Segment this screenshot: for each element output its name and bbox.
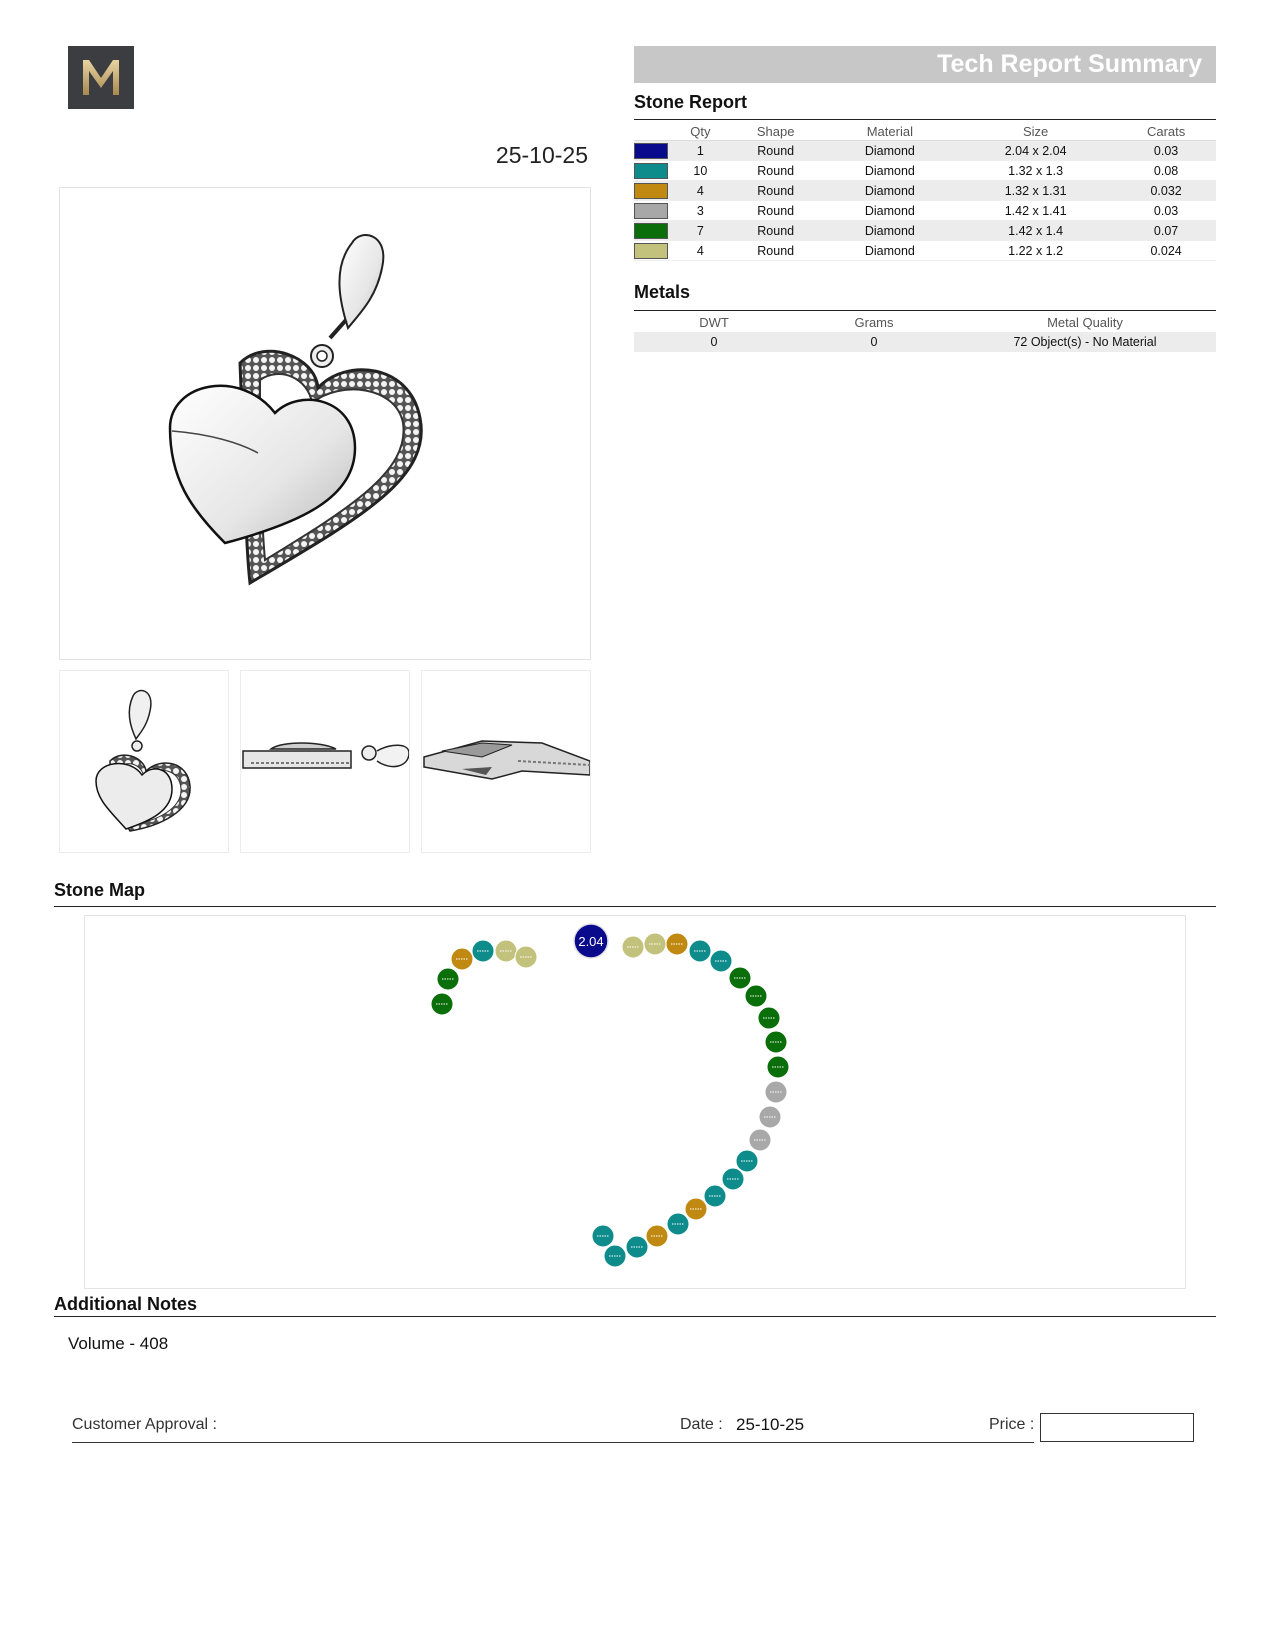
pendant-front-thumbnail [60, 671, 228, 852]
header-shape: Shape [727, 122, 825, 141]
stone-report-title: Stone Report [634, 92, 748, 112]
stone-shape: Round [727, 141, 825, 161]
approval-date-label: Date : [680, 1416, 723, 1433]
stone-qty: 1 [674, 141, 727, 161]
table-header-row [634, 122, 1216, 141]
header-material: Material [825, 122, 955, 141]
heart-pendant-render [60, 188, 590, 659]
header-color [634, 122, 674, 141]
stone-color-swatch [634, 163, 668, 179]
stone-map-divider [54, 906, 1216, 907]
stone-color-cell [634, 221, 674, 241]
stone-size: 1.32 x 1.31 [955, 181, 1116, 201]
stone-carats: 0.024 [1116, 241, 1216, 261]
header-carats: Carats [1116, 122, 1216, 141]
stone-carats: 0.032 [1116, 181, 1216, 201]
table-row [634, 201, 1216, 221]
customer-approval-label: Customer Approval : [72, 1416, 217, 1433]
stone-color-swatch [634, 223, 668, 239]
stone-color-cell [634, 201, 674, 221]
stone-color-swatch [634, 183, 668, 199]
additional-notes-title: Additional Notes [54, 1294, 197, 1314]
stone-color-swatch [634, 203, 668, 219]
table-row [634, 241, 1216, 261]
stone-material: Diamond [825, 161, 955, 181]
stone-color-cell [634, 241, 674, 261]
header-grams: Grams [854, 314, 894, 330]
stone-carats: 0.03 [1116, 201, 1216, 221]
stone-color-cell [634, 161, 674, 181]
stone-carats: 0.07 [1116, 221, 1216, 241]
stone-qty: 7 [674, 221, 727, 241]
thumbnail-side-view [240, 670, 410, 853]
stone-size: 1.22 x 1.2 [955, 241, 1116, 261]
stone-shape: Round [727, 221, 825, 241]
stone-material: Diamond [825, 141, 955, 161]
table-row [634, 161, 1216, 181]
stone-size: 1.32 x 1.3 [955, 161, 1116, 181]
header-dwt: DWT [699, 314, 729, 330]
stone-material: Diamond [825, 221, 955, 241]
notes-text: Volume - 408 [68, 1334, 169, 1353]
stone-color-cell [634, 141, 674, 161]
stone-map-diagram [85, 916, 1185, 1288]
stone-qty: 4 [674, 241, 727, 261]
metals-title: Metals [634, 282, 691, 302]
metals-divider [634, 310, 1216, 311]
stone-report-table [634, 122, 1216, 261]
approval-date-value: 25-10-25 [736, 1415, 805, 1434]
report-title: Tech Report Summary [937, 50, 1202, 78]
report-title-bar [634, 46, 1216, 83]
center-stone [574, 924, 608, 958]
stone-report-divider [634, 119, 1216, 120]
stone-material: Diamond [825, 201, 955, 221]
pendant-side-thumbnail [241, 671, 409, 852]
approval-signature-line[interactable] [72, 1442, 1034, 1443]
report-date: 25-10-25 [495, 142, 588, 168]
metal-grams: 0 [794, 332, 954, 352]
metal-quality: 72 Object(s) - No Material [954, 332, 1216, 352]
stone-size: 2.04 x 2.04 [955, 141, 1116, 161]
table-row [634, 181, 1216, 201]
stone-map-canvas [84, 915, 1186, 1289]
stone-carats: 0.03 [1116, 141, 1216, 161]
stone-qty: 3 [674, 201, 727, 221]
header-qty: Qty [674, 122, 727, 141]
thumbnail-angled-view [421, 670, 591, 853]
stone-material: Diamond [825, 181, 955, 201]
brand-logo [68, 46, 134, 109]
stone-qty: 10 [674, 161, 727, 181]
stone-carats: 0.08 [1116, 161, 1216, 181]
table-row [634, 141, 1216, 161]
table-header-row [634, 312, 1216, 332]
header-metal-quality: Metal Quality [1047, 314, 1123, 330]
notes-divider [54, 1316, 1216, 1317]
price-label: Price : [989, 1416, 1035, 1433]
stone-color-cell [634, 181, 674, 201]
main-render-view [59, 187, 591, 660]
center-stone-label: 2.04 [578, 934, 604, 949]
metal-dwt: 0 [634, 332, 794, 352]
stone-qty: 4 [674, 181, 727, 201]
metals-table [634, 312, 1216, 352]
header-size: Size [955, 122, 1116, 141]
price-input-box[interactable] [1040, 1413, 1194, 1442]
stone-shape: Round [727, 161, 825, 181]
table-row [634, 332, 1216, 352]
table-row [634, 221, 1216, 241]
stone-shape: Round [727, 201, 825, 221]
stone-material: Diamond [825, 241, 955, 261]
logo-m-icon [68, 46, 134, 109]
stone-shape: Round [727, 181, 825, 201]
thumbnail-front-view [59, 670, 229, 853]
stone-map-title: Stone Map [54, 880, 146, 900]
stone-size: 1.42 x 1.4 [955, 221, 1116, 241]
stone-size: 1.42 x 1.41 [955, 201, 1116, 221]
stone-shape: Round [727, 241, 825, 261]
stone-color-swatch [634, 143, 668, 159]
pendant-angled-thumbnail [422, 671, 590, 852]
stone-color-swatch [634, 243, 668, 259]
